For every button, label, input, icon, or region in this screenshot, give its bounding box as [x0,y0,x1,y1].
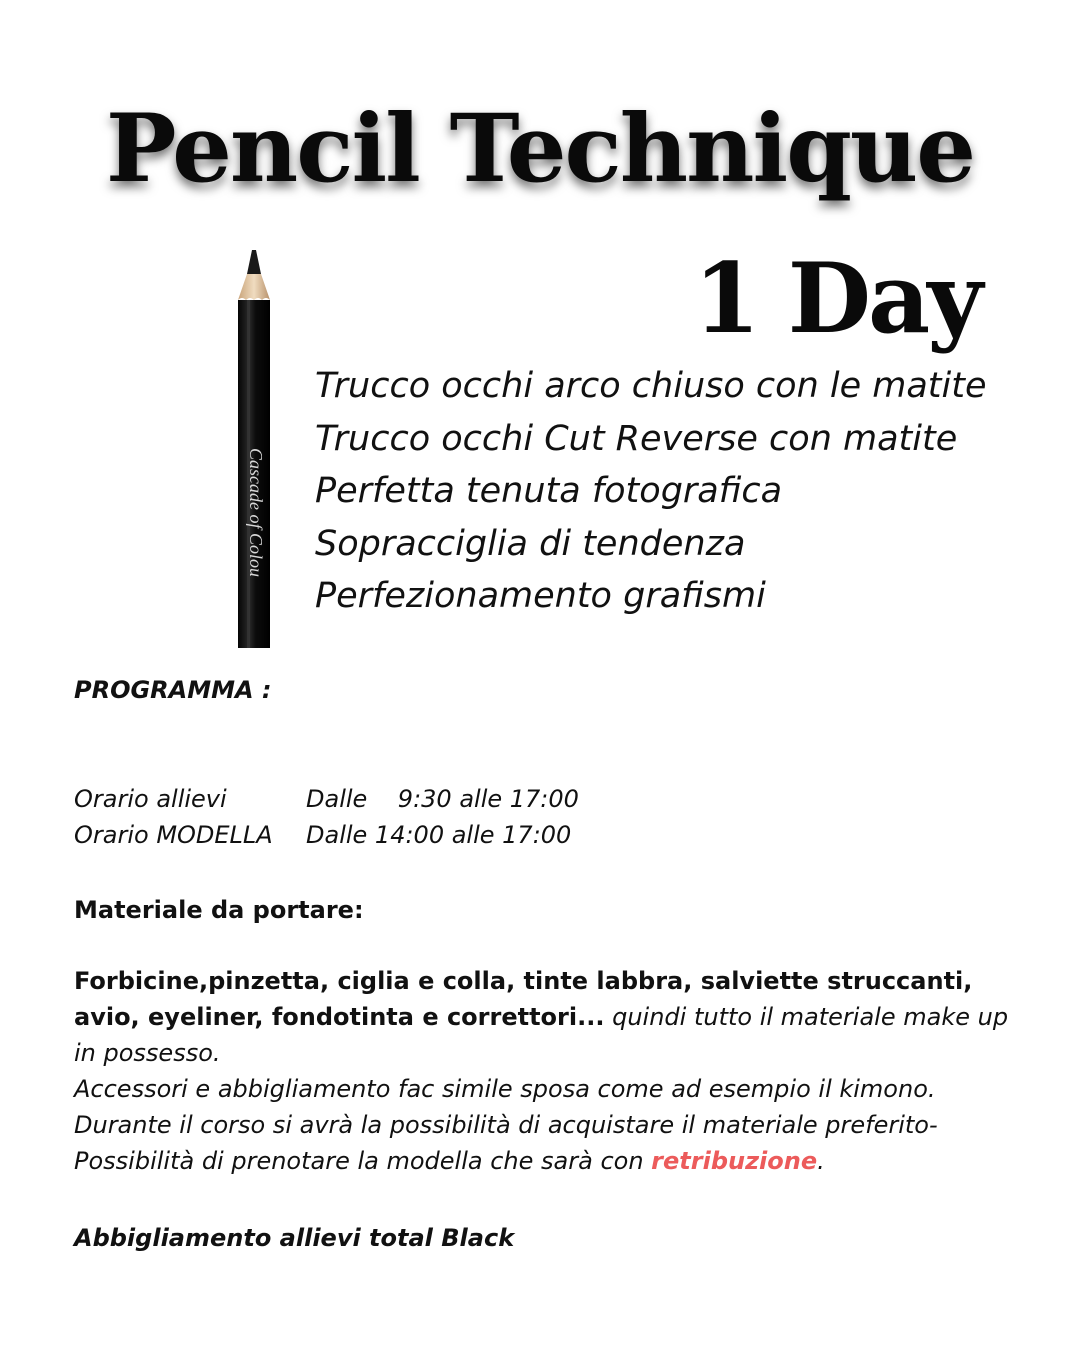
topics-list [315,360,987,623]
materiale-note: quindi tutto il materiale make up in possesso. [74,1003,1009,1067]
topic-item: Trucco occhi arco chiuso con le matite [315,366,987,406]
topic-item: Perfezionamento grafismi [315,576,766,616]
materiale-list: Forbicine,pinzetta, ciglia e colla, tinte labbra, salviette struccanti, avio, eyeliner, fondotinta e correttori... [74,967,973,1031]
schedule [74,781,579,853]
duration-subtitle: 1 Day [693,242,980,355]
durante-line: Durante il corso si avrà la possibilità di acquistare il materiale preferito- [74,1111,938,1139]
schedule-time: Dalle 14:00 alle 17:00 [306,821,572,849]
page-title: Pencil Technique [105,94,975,204]
schedule-row [74,781,579,817]
schedule-label: Orario allievi [74,785,227,813]
schedule-label: Orario MODELLA [74,821,273,849]
retribuzione-highlight: retribuzione [651,1147,818,1175]
topic-item: Trucco occhi Cut Reverse con matite [315,418,958,459]
pencil-image [218,248,294,648]
modella-line: Possibilità di prenotare la modella che sarà con [74,1147,652,1175]
schedule-time: Dalle 9:30 alle 17:00 [306,785,579,813]
schedule-row [74,817,579,853]
topic-item: Perfetta tenuta fotografica [315,471,783,511]
pencil-brand-text: Cascade of Colou [246,448,266,577]
accessori-line: Accessori e abbigliamento fac simile sposa come ad esempio il kimono. [74,1075,936,1103]
dress-code: Abbigliamento allievi total Black [74,1224,515,1252]
materiale-details [74,963,1024,1179]
materiale-heading: Materiale da portare: [74,896,364,924]
programma-label: PROGRAMMA : [74,676,272,704]
topic-item: Sopracciglia di tendenza [315,523,746,564]
modella-line-end: . [817,1147,825,1175]
